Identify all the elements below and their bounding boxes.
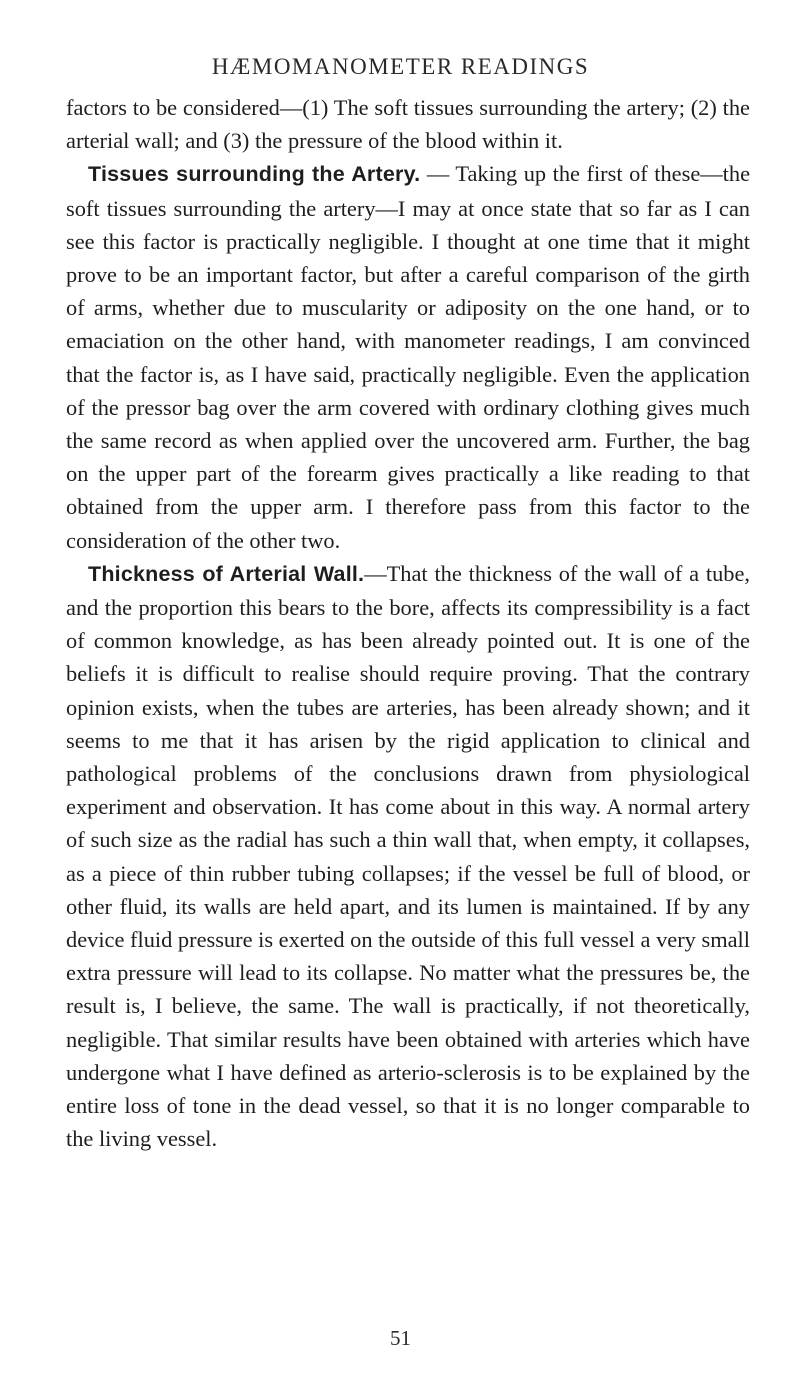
paragraph-text: —That the thickness of the wall of a tube, and the proportion this bears to the bore, affects its compressibility is a fact of common knowledge, as has been already pointed out. It is one of the beliefs it is difficult to realise should require proving. That the contrary opinion exists, when the tubes are arteries, has been already shown; and it seems to me that it has arisen by the rigid application to clinical and pathological problems of the conclusions drawn from physiological experiment and observation. It has come about in this way. A normal artery of such size as the radial has such a thin wall that, when empty, it collapses, as a piece of thin rubber tubing collapses; if the vessel be full of blood, or other fluid, its walls are held apart, and its lumen is maintained. If by any device fluid pressure is exerted on the outside of this full vessel a very small extra pressure will lead to its collapse. No matter what the pressures be, the result is, I believe, the same. The wall is practically, if not theoretically, negligible. That similar results have been obtained with arteries which have undergone what I have defined as arterio-sclerosis is to be explained by the entire loss of tone in the dead vessel, so that it is no longer comparable to the living vessel. — [66, 560, 750, 1152]
paragraph-text: — Taking up the first of these—the soft tissues surrounding the artery—I may at once state that so far as I can see this factor is practically negligible. I thought at one time that it might prove to be an important factor, but after a careful comparison of the girth of arms, whether due to muscularity or adiposity on the one hand, or to emaciation on the other hand, with manometer readings, I am convinced that the factor is, as I have said, practically negligible. Even the application of the pressor bag over the arm covered with ordinary clothing gives much the same record as when applied over the uncovered arm. Further, the bag on the upper part of the forearm gives practically a like reading to that obtained from the upper arm. I therefore pass from this factor to the consideration of the other two. — [66, 161, 751, 553]
paragraph-tissues — [66, 157, 750, 556]
paragraph-arterial-wall — [66, 557, 750, 1156]
paragraph-intro — [66, 91, 750, 157]
body-text — [66, 91, 750, 1156]
running-head: HÆMOMANOMETER READINGS — [211, 54, 590, 79]
section-heading-tissues: Tissues surrounding the Artery. — [88, 162, 421, 187]
paragraph-text: factors to be considered—(1) The soft tissues surrounding the artery; (2) the arterial wall; and (3) the pressure of the blood within it. — [66, 95, 750, 154]
section-heading-arterial-wall: Thickness of Arterial Wall. — [88, 561, 365, 586]
page-number: 51 — [390, 1326, 411, 1350]
